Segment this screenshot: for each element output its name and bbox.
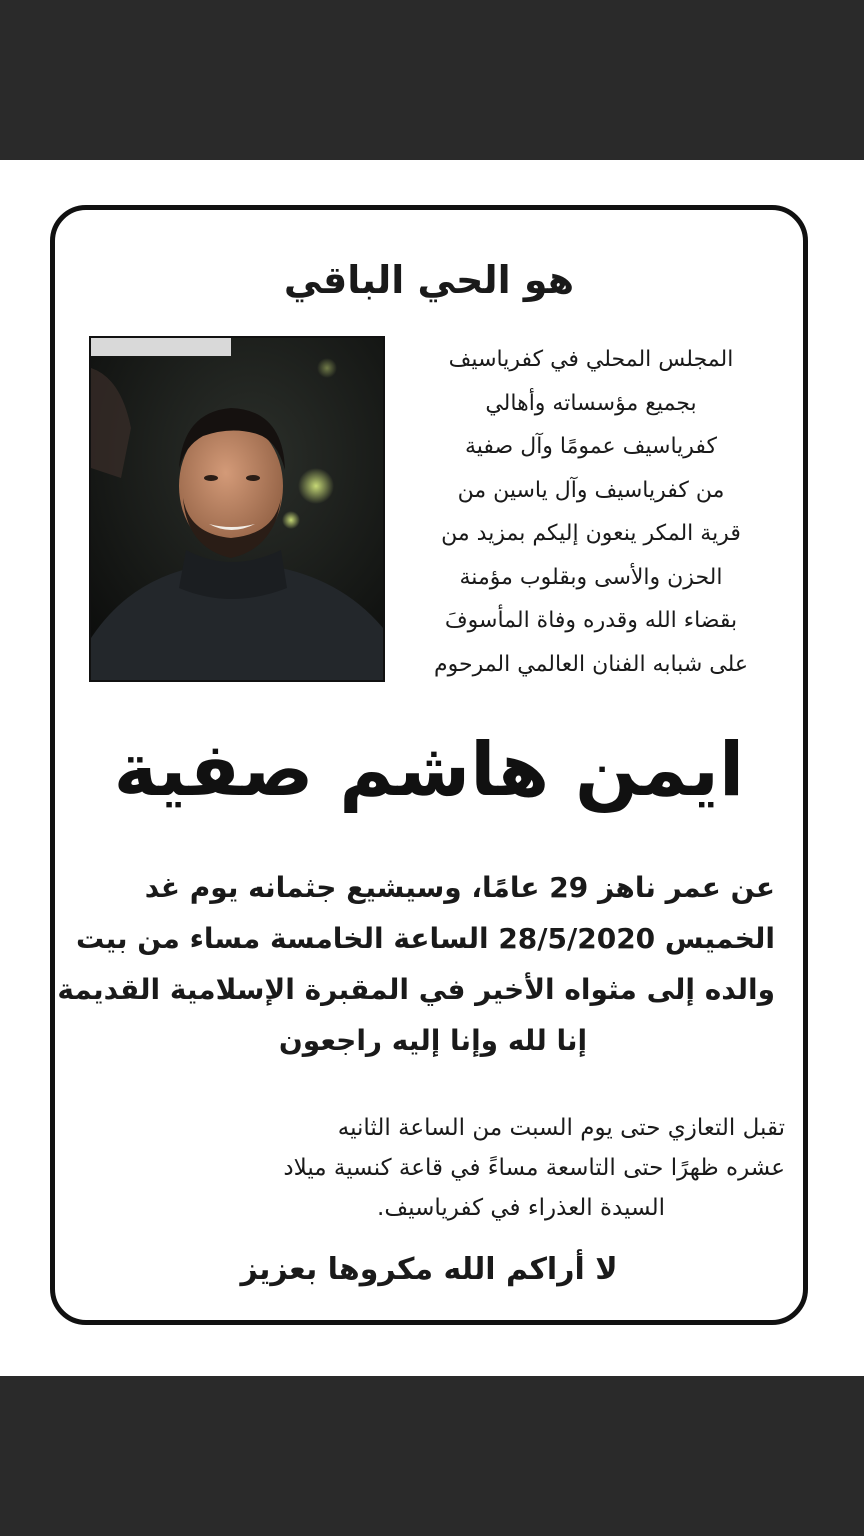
- intro-line: الحزن والأسى وبقلوب مؤمنة: [459, 564, 723, 590]
- intro-line: على شبابه الفنان العالمي المرحوم: [433, 651, 748, 677]
- condolences-details: [95, 1108, 785, 1228]
- intro-line: كفرياسيف عمومًا وآل صفية: [464, 434, 718, 459]
- funeral-details: [57, 862, 775, 1066]
- intro-line: بقضاء الله وقدره وفاة المأسوفَ: [444, 608, 738, 633]
- funeral-line: عن عمر ناهز 29 عامًا، وسيشيع جثمانه يوم غد: [144, 871, 775, 904]
- funeral-line: الخميس 28/5/2020 الساعة الخامسة مساء من بيت: [75, 922, 775, 955]
- intro-paragraph: [391, 338, 791, 686]
- intro-line: المجلس المحلي في كفرياسيف: [448, 347, 734, 372]
- condolence-line: السيدة العذراء في كفرياسيف.: [377, 1195, 665, 1221]
- intro-line: قرية المكر ينعون إليكم بمزيد من: [441, 521, 741, 546]
- obituary-page: [0, 160, 864, 1376]
- funeral-line: والده إلى مثواه الأخير في المقبرة الإسلامية القديمة: [57, 973, 775, 1006]
- deceased-portrait-photo: [89, 336, 385, 682]
- condolence-line: تقبل التعازي حتى يوم السبت من الساعة الثانيه: [337, 1115, 785, 1141]
- deceased-name: ايمن هاشم صفية: [113, 727, 745, 813]
- top-letterbox-bar: [0, 0, 864, 160]
- intro-line: بجميع مؤسساته وأهالي: [485, 390, 697, 416]
- funeral-line: إنا لله وإنا إليه راجعون: [278, 1024, 588, 1057]
- condolence-line: عشره ظهرًا حتى التاسعة مساءً في قاعة كنسية ميلاد: [283, 1155, 785, 1181]
- intro-line: من كفرياسيف وآل ياسين من: [457, 477, 725, 503]
- closing-phrase: لا أراكم الله مكروها بعزيز: [240, 1252, 618, 1287]
- bottom-letterbox-bar: [0, 1376, 864, 1536]
- obituary-heading: هو الحي الباقي: [283, 258, 575, 302]
- obituary-frame: [50, 205, 808, 1325]
